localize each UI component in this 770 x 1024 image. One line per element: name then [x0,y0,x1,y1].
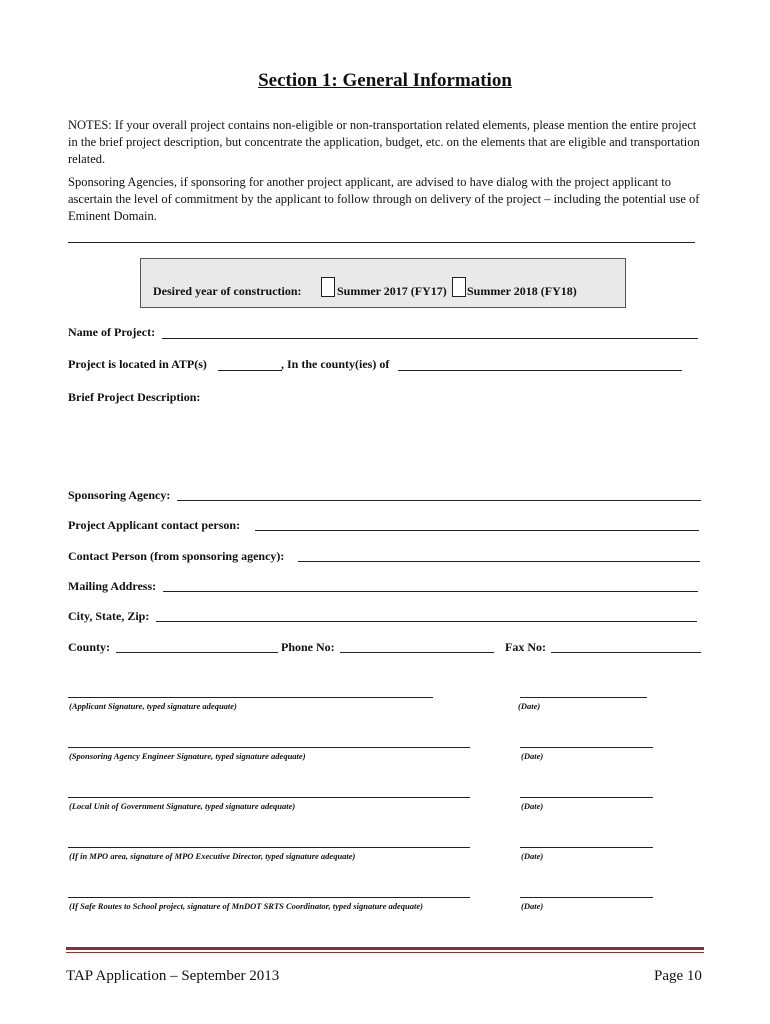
applicant-contact-label: Project Applicant contact person: [68,518,241,532]
county-ies-field[interactable] [398,370,682,371]
divider [68,242,695,243]
contact-sponsoring-label: Contact Person (from sponsoring agency): [68,549,285,563]
mailing-address-field[interactable] [163,591,698,592]
engineer-date-line[interactable] [520,747,653,748]
summer-2017-label: Summer 2017 (FY17) [337,284,447,298]
county-label: County: [68,640,111,654]
county-ies-label: , In the county(ies) of [281,357,390,371]
summer-2018-checkbox[interactable] [452,277,466,297]
footer-rule-thick [66,947,704,950]
contact-sponsoring-field[interactable] [298,561,700,562]
local-gov-signature-caption: (Local Unit of Government Signature, typed signature adequate) [69,801,296,811]
phone-label: Phone No: [281,640,335,654]
footer-title: TAP Application – September 2013 [66,968,280,984]
atp-field[interactable] [218,370,282,371]
engineer-signature-caption: (Sponsoring Agency Engineer Signature, typed signature adequate) [69,751,306,761]
sponsoring-note-paragraph: Sponsoring Agencies, if sponsoring for another project applicant, are advised to have dialog with the project applicant to ascertain the level of commitment by the applicant to follow through on delivery of the project – including the potential use of Eminent Domain. [68,175,700,223]
local-gov-date-caption: (Date) [521,801,544,811]
sponsoring-agency-field[interactable] [177,500,701,501]
fax-field[interactable] [551,652,701,653]
engineer-signature-line[interactable] [68,747,470,748]
local-gov-signature-line[interactable] [68,797,470,798]
county-field[interactable] [116,652,278,653]
fax-label: Fax No: [505,640,546,654]
notes-paragraph: NOTES: If your overall project contains non-eligible or non-transportation related elements, please mention the entire project in the brief project description, but concentrate the application, budget, etc. on the elements that are eligible and transportation related. [68,118,700,166]
name-of-project-label: Name of Project: [68,325,156,339]
summer-2018-label: Summer 2018 (FY18) [467,284,577,298]
applicant-date-caption: (Date) [518,701,541,711]
section-title: Section 1: General Information [258,70,512,91]
local-gov-date-line[interactable] [520,797,653,798]
mpo-signature-caption: (If in MPO area, signature of MPO Executive Director, typed signature adequate) [69,851,356,861]
sponsoring-agency-label: Sponsoring Agency: [68,488,171,502]
srts-date-caption: (Date) [521,901,544,911]
srts-signature-line[interactable] [68,897,470,898]
atp-label: Project is located in ATP(s) [68,357,207,371]
mpo-date-caption: (Date) [521,851,544,861]
construction-year-label: Desired year of construction: [153,284,302,298]
city-state-zip-label: City, State, Zip: [68,609,150,623]
applicant-signature-caption: (Applicant Signature, typed signature adequate) [69,701,237,711]
name-of-project-field[interactable] [162,338,698,339]
construction-year-box [140,258,626,308]
mpo-signature-line[interactable] [68,847,470,848]
brief-description-label: Brief Project Description: [68,390,201,404]
page-number: Page 10 [654,968,702,984]
phone-field[interactable] [340,652,494,653]
srts-signature-caption: (If Safe Routes to School project, signature of MnDOT SRTS Coordinator, typed signature adequate) [69,901,423,911]
engineer-date-caption: (Date) [521,751,544,761]
srts-date-line[interactable] [520,897,653,898]
city-state-zip-field[interactable] [156,621,697,622]
mpo-date-line[interactable] [520,847,653,848]
applicant-contact-field[interactable] [255,530,699,531]
summer-2017-checkbox[interactable] [321,277,335,297]
applicant-signature-line[interactable] [68,697,433,698]
footer-rule-thin [66,952,704,953]
mailing-address-label: Mailing Address: [68,579,157,593]
brief-description-field[interactable] [68,408,698,478]
applicant-date-line[interactable] [520,697,647,698]
